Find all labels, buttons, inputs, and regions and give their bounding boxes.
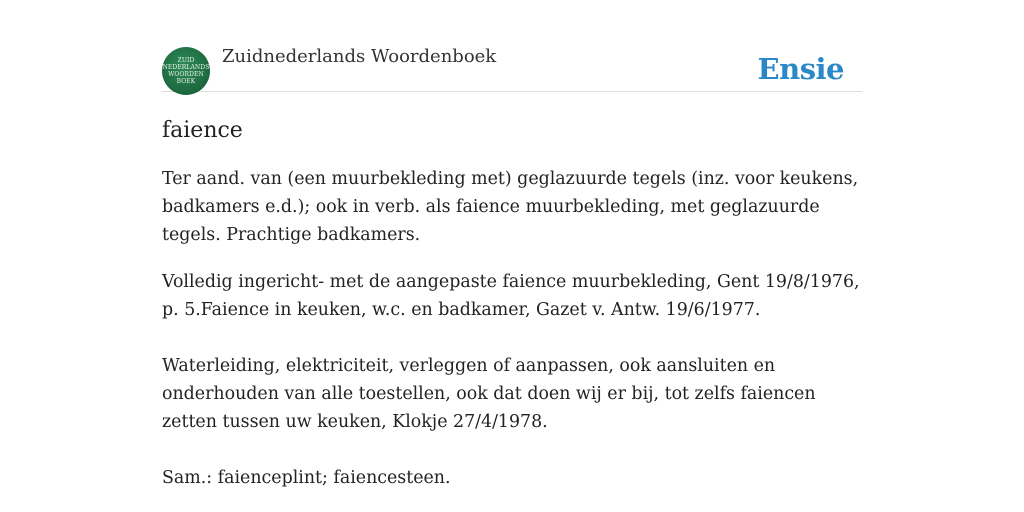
definition-text: Ter aand. van (een muurbekleding met) geglazuurde tegels (inz. voor keukens, badkamers e.d.); ook in verb. als faience muurbekleding, met geglazuurde tegels. Prachtige badkamers. <box>162 169 859 245</box>
headword: faience <box>162 118 243 143</box>
logo-line: WOORDEN <box>168 71 204 78</box>
citation: Volledig ingericht- met de aangepaste faience muurbekleding, Gent 19/8/1976, p. 5.Faience in keuken, w.c. en badkamer, Gazet v. Antw. 19/6/1977. <box>162 272 860 320</box>
citation: Waterleiding, elektriciteit, verleggen of aanpassen, ook aansluiten en onderhouden van alle toestellen, ook dat doen wij er bij, tot zelfs faiencen zetten tussen uw keuken, Klokje 27/4/1978. <box>162 356 816 432</box>
logo-line: NEDERLANDS <box>162 64 210 71</box>
dictionary-logo[interactable] <box>162 47 210 95</box>
definition-body <box>162 165 862 492</box>
logo-line: BOEK <box>176 78 196 85</box>
header <box>162 44 862 92</box>
brand-logo[interactable]: Ensie <box>757 52 844 86</box>
synonyms-text: Sam.: faienceplint; faiencesteen. <box>162 468 451 488</box>
site-title[interactable]: Zuidnederlands Woordenboek <box>222 46 497 67</box>
logo-line: ZUID <box>177 57 195 64</box>
entry-card <box>162 44 862 492</box>
